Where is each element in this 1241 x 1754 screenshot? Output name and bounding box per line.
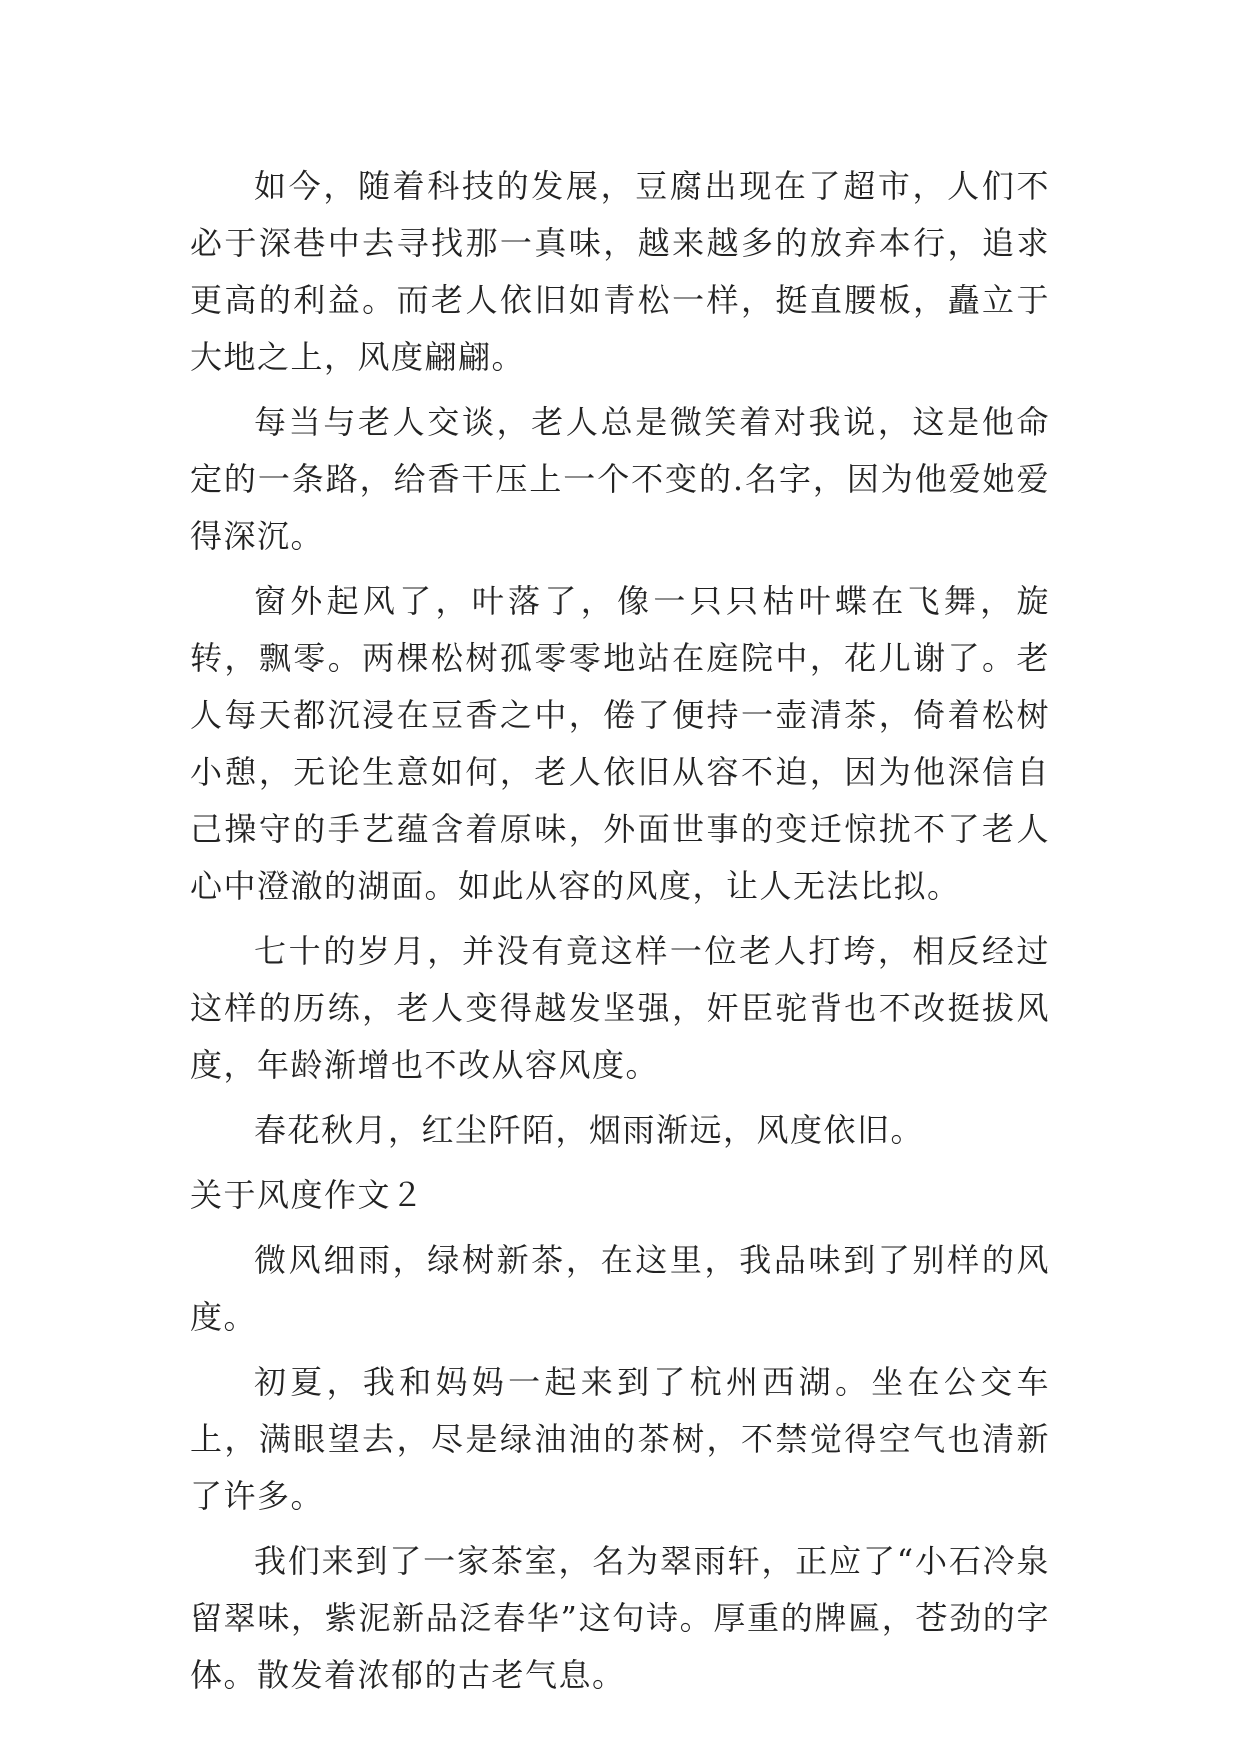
paragraph: 每当与老人交谈，老人总是微笑着对我说，这是他命定的一条路，给香干压上一个不变的.名字，因为他爱她爱得深沉。 [190,403,1050,555]
paragraph: 微风细雨，绿树新茶，在这里，我品味到了别样的风度。 [190,1241,1050,1336]
paragraph: 窗外起风了，叶落了，像一只只枯叶蝶在飞舞，旋转，飘零。两棵松树孤零零地站在庭院中，花儿谢了。老人每天都沉浸在豆香之中，倦了便持一壶清茶，倚着松树小憩，无论生意如何，老人依旧从容不迫，因为他深信自己操守的手艺蕴含着原味，外面世事的变迁惊扰不了老人心中澄澈的湖面。如此从容的风度，让人无法比拟。 [190,582,1050,905]
paragraph: 七十的岁月，并没有竟这样一位老人打垮，相反经过这样的历练，老人变得越发坚强，奸臣驼背也不改挺拔风度，年龄渐增也不改从容风度。 [190,932,1050,1084]
paragraph: 春花秋月，红尘阡陌，烟雨渐远，风度依旧。 [254,1111,925,1149]
paragraph: 初夏，我和妈妈一起来到了杭州西湖。坐在公交车上，满眼望去，尽是绿油油的茶树，不禁觉得空气也清新了许多。 [190,1363,1050,1515]
section-heading: 关于风度作文２ [190,1176,425,1214]
paragraph: 如今，随着科技的发展，豆腐出现在了超市，人们不必于深巷中去寻找那一真味，越来越多的放弃本行，追求更高的利益。而老人依旧如青松一样，挺直腰板，矗立于大地之上，风度翩翩。 [190,167,1050,376]
paragraph: 我们来到了一家茶室，名为翠雨轩，正应了“小石冷泉留翠味，紫泥新品泛春华”这句诗。厚重的牌匾，苍劲的字体。散发着浓郁的古老气息。 [190,1542,1050,1694]
document-page [190,158,1050,1712]
